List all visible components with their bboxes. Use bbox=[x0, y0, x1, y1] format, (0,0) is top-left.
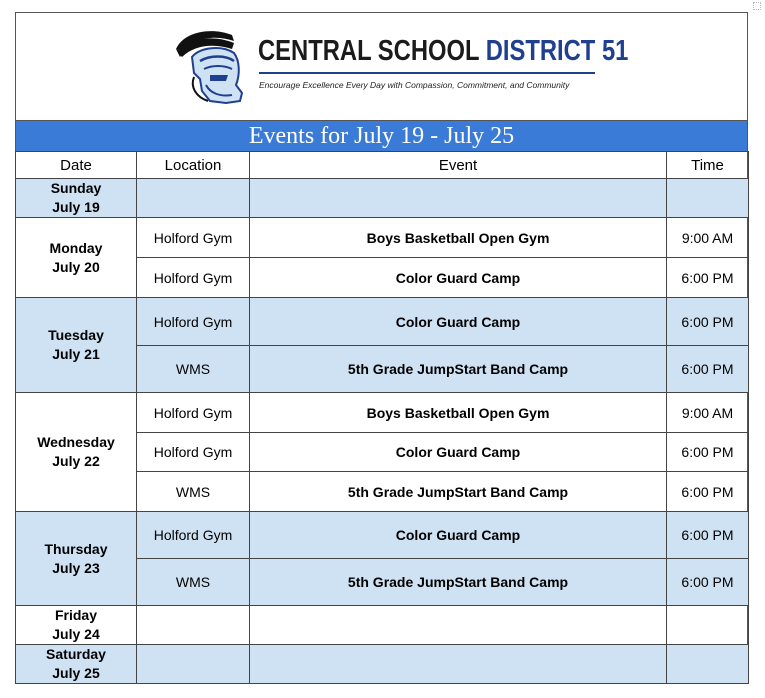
location-cell bbox=[137, 645, 250, 684]
event-cell: Color Guard Camp bbox=[250, 512, 667, 559]
event-cell: Color Guard Camp bbox=[250, 433, 667, 472]
location-cell: WMS bbox=[137, 559, 250, 606]
time-cell: 9:00 AM bbox=[667, 393, 749, 433]
column-header-date: Date bbox=[16, 152, 137, 179]
location-cell: WMS bbox=[137, 346, 250, 393]
district-name-dark: CENTRAL SCHOOL bbox=[258, 35, 480, 67]
event-cell bbox=[250, 179, 667, 218]
table-row bbox=[16, 645, 749, 684]
time-cell: 6:00 PM bbox=[667, 433, 749, 472]
location-cell bbox=[137, 179, 250, 218]
time-cell: 6:00 PM bbox=[667, 559, 749, 606]
table-header-row bbox=[16, 152, 749, 179]
events-document bbox=[15, 12, 748, 684]
day-cell: Monday July 20 bbox=[16, 218, 137, 298]
event-cell: Color Guard Camp bbox=[250, 258, 667, 298]
district-name-blue: DISTRICT 51 bbox=[485, 35, 629, 67]
location-cell: Holford Gym bbox=[137, 393, 250, 433]
event-cell: Boys Basketball Open Gym bbox=[250, 218, 667, 258]
spartan-helmet-icon bbox=[170, 27, 250, 105]
location-cell: Holford Gym bbox=[137, 298, 250, 346]
day-cell: Saturday July 25 bbox=[16, 645, 137, 684]
event-cell: Boys Basketball Open Gym bbox=[250, 393, 667, 433]
table-row bbox=[16, 393, 749, 433]
time-cell bbox=[667, 606, 749, 645]
time-cell: 6:00 PM bbox=[667, 512, 749, 559]
day-cell: Wednesday July 22 bbox=[16, 393, 137, 512]
location-cell: Holford Gym bbox=[137, 512, 250, 559]
events-banner: Events for July 19 - July 25 bbox=[16, 120, 747, 152]
district-name bbox=[258, 35, 628, 68]
location-cell bbox=[137, 606, 250, 645]
table-row bbox=[16, 298, 749, 346]
location-cell: WMS bbox=[137, 472, 250, 512]
day-cell: Sunday July 19 bbox=[16, 179, 137, 218]
time-cell: 6:00 PM bbox=[667, 472, 749, 512]
page-corner-icon bbox=[753, 2, 761, 10]
location-cell: Holford Gym bbox=[137, 433, 250, 472]
time-cell: 6:00 PM bbox=[667, 258, 749, 298]
event-cell bbox=[250, 606, 667, 645]
district-header bbox=[16, 13, 747, 121]
time-cell: 9:00 AM bbox=[667, 218, 749, 258]
event-cell bbox=[250, 645, 667, 684]
time-cell bbox=[667, 179, 749, 218]
day-cell: Tuesday July 21 bbox=[16, 298, 137, 393]
table-row bbox=[16, 512, 749, 559]
time-cell: 6:00 PM bbox=[667, 298, 749, 346]
events-table bbox=[15, 151, 749, 684]
column-header-location: Location bbox=[137, 152, 250, 179]
event-cell: 5th Grade JumpStart Band Camp bbox=[250, 472, 667, 512]
column-header-event: Event bbox=[250, 152, 667, 179]
time-cell: 6:00 PM bbox=[667, 346, 749, 393]
column-header-time: Time bbox=[667, 152, 749, 179]
event-cell: 5th Grade JumpStart Band Camp bbox=[250, 559, 667, 606]
event-cell: 5th Grade JumpStart Band Camp bbox=[250, 346, 667, 393]
name-underline bbox=[259, 72, 595, 74]
district-tagline: Encourage Excellence Every Day with Compassion, Commitment, and Community bbox=[259, 80, 570, 90]
table-row bbox=[16, 179, 749, 218]
location-cell: Holford Gym bbox=[137, 218, 250, 258]
location-cell: Holford Gym bbox=[137, 258, 250, 298]
time-cell bbox=[667, 645, 749, 684]
table-row bbox=[16, 606, 749, 645]
event-cell: Color Guard Camp bbox=[250, 298, 667, 346]
day-cell: Thursday July 23 bbox=[16, 512, 137, 606]
day-cell: Friday July 24 bbox=[16, 606, 137, 645]
table-row bbox=[16, 218, 749, 258]
